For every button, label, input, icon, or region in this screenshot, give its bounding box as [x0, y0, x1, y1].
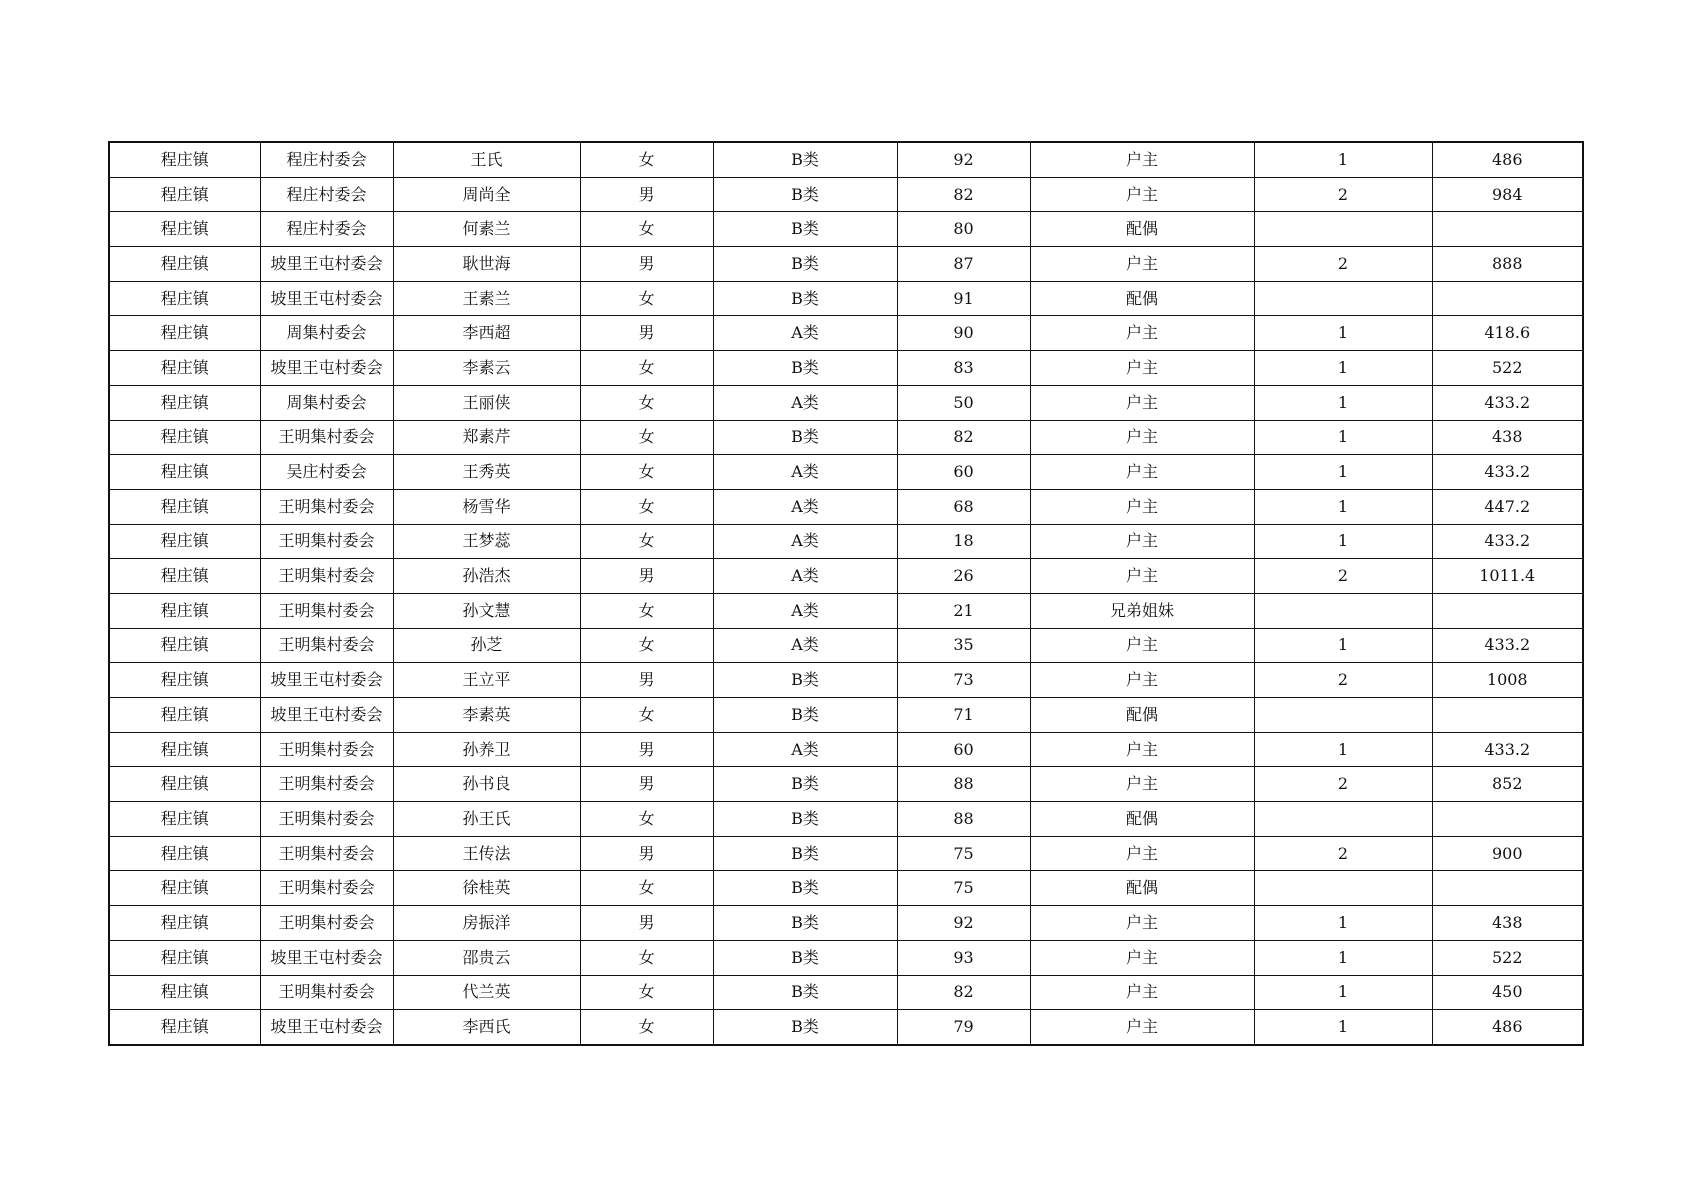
gender-cell: 女 — [580, 524, 713, 559]
village-committee-cell: 程庄村委会 — [260, 177, 393, 212]
name-cell: 房振洋 — [393, 906, 580, 941]
table-row — [109, 455, 1583, 490]
name-cell: 李西超 — [393, 316, 580, 351]
name-cell: 孙芝 — [393, 628, 580, 663]
gender-cell: 男 — [580, 316, 713, 351]
household-size-cell — [1254, 802, 1432, 837]
town-cell: 程庄镇 — [109, 385, 260, 420]
table-row — [109, 316, 1583, 351]
town-cell: 程庄镇 — [109, 802, 260, 837]
age-cell: 75 — [897, 871, 1030, 906]
category-cell: A类 — [713, 316, 897, 351]
name-cell: 王传法 — [393, 836, 580, 871]
gender-cell: 女 — [580, 281, 713, 316]
relationship-cell: 户主 — [1030, 628, 1254, 663]
age-cell: 35 — [897, 628, 1030, 663]
town-cell: 程庄镇 — [109, 455, 260, 490]
amount-cell — [1432, 212, 1583, 247]
table-row — [109, 732, 1583, 767]
category-cell: B类 — [713, 767, 897, 802]
household-size-cell: 2 — [1254, 559, 1432, 594]
table-row — [109, 247, 1583, 282]
relationship-cell: 户主 — [1030, 247, 1254, 282]
village-committee-cell: 王明集村委会 — [260, 489, 393, 524]
village-committee-cell: 王明集村委会 — [260, 906, 393, 941]
household-size-cell: 1 — [1254, 524, 1432, 559]
age-cell: 82 — [897, 177, 1030, 212]
relationship-cell: 户主 — [1030, 142, 1254, 177]
village-committee-cell: 王明集村委会 — [260, 593, 393, 628]
relationship-cell: 户主 — [1030, 836, 1254, 871]
table-row — [109, 871, 1583, 906]
household-size-cell: 1 — [1254, 628, 1432, 663]
amount-cell: 1011.4 — [1432, 559, 1583, 594]
amount-cell: 433.2 — [1432, 524, 1583, 559]
relationship-cell: 配偶 — [1030, 281, 1254, 316]
gender-cell: 男 — [580, 559, 713, 594]
household-size-cell: 1 — [1254, 455, 1432, 490]
household-size-cell — [1254, 698, 1432, 733]
age-cell: 26 — [897, 559, 1030, 594]
village-committee-cell: 王明集村委会 — [260, 975, 393, 1010]
gender-cell: 女 — [580, 975, 713, 1010]
relationship-cell: 配偶 — [1030, 212, 1254, 247]
town-cell: 程庄镇 — [109, 524, 260, 559]
category-cell: A类 — [713, 524, 897, 559]
age-cell: 90 — [897, 316, 1030, 351]
amount-cell: 438 — [1432, 906, 1583, 941]
relationship-cell: 配偶 — [1030, 871, 1254, 906]
age-cell: 83 — [897, 351, 1030, 386]
name-cell: 王秀英 — [393, 455, 580, 490]
gender-cell: 女 — [580, 802, 713, 837]
town-cell: 程庄镇 — [109, 142, 260, 177]
table-row — [109, 559, 1583, 594]
household-size-cell: 2 — [1254, 836, 1432, 871]
name-cell: 李西氏 — [393, 1010, 580, 1045]
village-committee-cell: 程庄村委会 — [260, 142, 393, 177]
age-cell: 92 — [897, 906, 1030, 941]
household-size-cell: 1 — [1254, 420, 1432, 455]
relationship-cell: 户主 — [1030, 559, 1254, 594]
town-cell: 程庄镇 — [109, 212, 260, 247]
table-row — [109, 906, 1583, 941]
table-row — [109, 385, 1583, 420]
age-cell: 21 — [897, 593, 1030, 628]
category-cell: A类 — [713, 732, 897, 767]
gender-cell: 女 — [580, 420, 713, 455]
town-cell: 程庄镇 — [109, 316, 260, 351]
town-cell: 程庄镇 — [109, 420, 260, 455]
age-cell: 91 — [897, 281, 1030, 316]
household-size-cell: 1 — [1254, 385, 1432, 420]
name-cell: 周尚全 — [393, 177, 580, 212]
table-row — [109, 420, 1583, 455]
category-cell: B类 — [713, 836, 897, 871]
name-cell: 王梦蕊 — [393, 524, 580, 559]
name-cell: 孙书良 — [393, 767, 580, 802]
amount-cell: 433.2 — [1432, 628, 1583, 663]
table-row — [109, 767, 1583, 802]
relationship-cell: 户主 — [1030, 385, 1254, 420]
gender-cell: 男 — [580, 663, 713, 698]
village-committee-cell: 坡里王屯村委会 — [260, 247, 393, 282]
amount-cell: 486 — [1432, 1010, 1583, 1045]
village-committee-cell: 王明集村委会 — [260, 767, 393, 802]
gender-cell: 男 — [580, 906, 713, 941]
category-cell: B类 — [713, 940, 897, 975]
village-committee-cell: 王明集村委会 — [260, 836, 393, 871]
amount-cell — [1432, 871, 1583, 906]
age-cell: 88 — [897, 767, 1030, 802]
table-row — [109, 940, 1583, 975]
household-size-cell: 1 — [1254, 489, 1432, 524]
village-committee-cell: 王明集村委会 — [260, 802, 393, 837]
age-cell: 18 — [897, 524, 1030, 559]
name-cell: 李素云 — [393, 351, 580, 386]
category-cell: B类 — [713, 975, 897, 1010]
amount-cell: 984 — [1432, 177, 1583, 212]
household-size-cell: 1 — [1254, 142, 1432, 177]
category-cell: B类 — [713, 351, 897, 386]
name-cell: 孙浩杰 — [393, 559, 580, 594]
gender-cell: 男 — [580, 836, 713, 871]
town-cell: 程庄镇 — [109, 351, 260, 386]
amount-cell — [1432, 281, 1583, 316]
amount-cell: 522 — [1432, 351, 1583, 386]
category-cell: B类 — [713, 906, 897, 941]
household-size-cell: 1 — [1254, 975, 1432, 1010]
village-committee-cell: 王明集村委会 — [260, 871, 393, 906]
amount-cell: 900 — [1432, 836, 1583, 871]
village-committee-cell: 吴庄村委会 — [260, 455, 393, 490]
category-cell: B类 — [713, 212, 897, 247]
category-cell: B类 — [713, 142, 897, 177]
village-committee-cell: 坡里王屯村委会 — [260, 1010, 393, 1045]
amount-cell: 450 — [1432, 975, 1583, 1010]
gender-cell: 男 — [580, 767, 713, 802]
category-cell: A类 — [713, 593, 897, 628]
relationship-cell: 户主 — [1030, 351, 1254, 386]
town-cell: 程庄镇 — [109, 906, 260, 941]
amount-cell: 486 — [1432, 142, 1583, 177]
town-cell: 程庄镇 — [109, 1010, 260, 1045]
town-cell: 程庄镇 — [109, 940, 260, 975]
age-cell: 80 — [897, 212, 1030, 247]
village-committee-cell: 坡里王屯村委会 — [260, 351, 393, 386]
age-cell: 68 — [897, 489, 1030, 524]
gender-cell: 女 — [580, 628, 713, 663]
relationship-cell: 兄弟姐妹 — [1030, 593, 1254, 628]
age-cell: 73 — [897, 663, 1030, 698]
age-cell: 60 — [897, 732, 1030, 767]
household-size-cell: 1 — [1254, 316, 1432, 351]
table-row — [109, 628, 1583, 663]
table-row — [109, 281, 1583, 316]
gender-cell: 女 — [580, 1010, 713, 1045]
category-cell: A类 — [713, 628, 897, 663]
category-cell: B类 — [713, 698, 897, 733]
category-cell: B类 — [713, 1010, 897, 1045]
name-cell: 孙文慧 — [393, 593, 580, 628]
amount-cell: 447.2 — [1432, 489, 1583, 524]
gender-cell: 女 — [580, 455, 713, 490]
household-size-cell: 1 — [1254, 351, 1432, 386]
village-committee-cell: 坡里王屯村委会 — [260, 281, 393, 316]
household-size-cell: 1 — [1254, 906, 1432, 941]
category-cell: B类 — [713, 281, 897, 316]
town-cell: 程庄镇 — [109, 975, 260, 1010]
name-cell: 何素兰 — [393, 212, 580, 247]
amount-cell: 438 — [1432, 420, 1583, 455]
relationship-cell: 户主 — [1030, 906, 1254, 941]
town-cell: 程庄镇 — [109, 593, 260, 628]
amount-cell: 888 — [1432, 247, 1583, 282]
age-cell: 79 — [897, 1010, 1030, 1045]
village-committee-cell: 程庄村委会 — [260, 212, 393, 247]
village-committee-cell: 坡里王屯村委会 — [260, 940, 393, 975]
town-cell: 程庄镇 — [109, 489, 260, 524]
town-cell: 程庄镇 — [109, 628, 260, 663]
category-cell: B类 — [713, 420, 897, 455]
town-cell: 程庄镇 — [109, 871, 260, 906]
amount-cell: 433.2 — [1432, 385, 1583, 420]
household-size-cell: 1 — [1254, 732, 1432, 767]
gender-cell: 女 — [580, 940, 713, 975]
age-cell: 50 — [897, 385, 1030, 420]
table-row — [109, 1010, 1583, 1045]
table-row — [109, 212, 1583, 247]
name-cell: 王立平 — [393, 663, 580, 698]
town-cell: 程庄镇 — [109, 281, 260, 316]
age-cell: 75 — [897, 836, 1030, 871]
relationship-cell: 户主 — [1030, 524, 1254, 559]
table-row — [109, 663, 1583, 698]
name-cell: 王丽侠 — [393, 385, 580, 420]
relationship-cell: 户主 — [1030, 455, 1254, 490]
village-committee-cell: 周集村委会 — [260, 385, 393, 420]
age-cell: 92 — [897, 142, 1030, 177]
relationship-cell: 户主 — [1030, 663, 1254, 698]
relationship-cell: 户主 — [1030, 316, 1254, 351]
category-cell: B类 — [713, 247, 897, 282]
age-cell: 71 — [897, 698, 1030, 733]
name-cell: 孙王氏 — [393, 802, 580, 837]
village-committee-cell: 王明集村委会 — [260, 628, 393, 663]
table-row — [109, 593, 1583, 628]
relationship-cell: 户主 — [1030, 767, 1254, 802]
gender-cell: 女 — [580, 142, 713, 177]
amount-cell: 522 — [1432, 940, 1583, 975]
relationship-cell: 户主 — [1030, 940, 1254, 975]
category-cell: A类 — [713, 489, 897, 524]
amount-cell — [1432, 593, 1583, 628]
name-cell: 郑素芹 — [393, 420, 580, 455]
household-size-cell: 1 — [1254, 1010, 1432, 1045]
name-cell: 王氏 — [393, 142, 580, 177]
village-committee-cell: 坡里王屯村委会 — [260, 698, 393, 733]
name-cell: 邵贵云 — [393, 940, 580, 975]
village-committee-cell: 王明集村委会 — [260, 559, 393, 594]
category-cell: A类 — [713, 385, 897, 420]
gender-cell: 女 — [580, 212, 713, 247]
relationship-cell: 户主 — [1030, 489, 1254, 524]
age-cell: 82 — [897, 975, 1030, 1010]
table-row — [109, 177, 1583, 212]
age-cell: 82 — [897, 420, 1030, 455]
village-committee-cell: 王明集村委会 — [260, 732, 393, 767]
town-cell: 程庄镇 — [109, 247, 260, 282]
relationship-cell: 户主 — [1030, 420, 1254, 455]
category-cell: A类 — [713, 559, 897, 594]
table-row — [109, 142, 1583, 177]
household-size-cell — [1254, 871, 1432, 906]
table-row — [109, 802, 1583, 837]
town-cell: 程庄镇 — [109, 836, 260, 871]
gender-cell: 女 — [580, 698, 713, 733]
category-cell: B类 — [713, 871, 897, 906]
relationship-cell: 户主 — [1030, 1010, 1254, 1045]
name-cell: 孙养卫 — [393, 732, 580, 767]
relationship-cell: 配偶 — [1030, 802, 1254, 837]
amount-cell: 1008 — [1432, 663, 1583, 698]
household-size-cell: 2 — [1254, 247, 1432, 282]
table-row — [109, 489, 1583, 524]
amount-cell: 852 — [1432, 767, 1583, 802]
town-cell: 程庄镇 — [109, 663, 260, 698]
town-cell: 程庄镇 — [109, 177, 260, 212]
household-size-cell: 2 — [1254, 663, 1432, 698]
amount-cell: 433.2 — [1432, 732, 1583, 767]
amount-cell: 433.2 — [1432, 455, 1583, 490]
roster-sheet — [108, 141, 1582, 1046]
table-row — [109, 351, 1583, 386]
household-size-cell — [1254, 281, 1432, 316]
village-committee-cell: 王明集村委会 — [260, 420, 393, 455]
amount-cell: 418.6 — [1432, 316, 1583, 351]
relationship-cell: 配偶 — [1030, 698, 1254, 733]
household-size-cell: 2 — [1254, 177, 1432, 212]
roster-table-body — [109, 142, 1583, 1045]
gender-cell: 男 — [580, 732, 713, 767]
amount-cell — [1432, 802, 1583, 837]
age-cell: 93 — [897, 940, 1030, 975]
household-size-cell — [1254, 212, 1432, 247]
gender-cell: 男 — [580, 177, 713, 212]
gender-cell: 女 — [580, 385, 713, 420]
name-cell: 李素英 — [393, 698, 580, 733]
town-cell: 程庄镇 — [109, 732, 260, 767]
name-cell: 代兰英 — [393, 975, 580, 1010]
category-cell: A类 — [713, 455, 897, 490]
name-cell: 王素兰 — [393, 281, 580, 316]
age-cell: 60 — [897, 455, 1030, 490]
table-row — [109, 975, 1583, 1010]
relationship-cell: 户主 — [1030, 177, 1254, 212]
village-committee-cell: 王明集村委会 — [260, 524, 393, 559]
age-cell: 87 — [897, 247, 1030, 282]
town-cell: 程庄镇 — [109, 767, 260, 802]
town-cell: 程庄镇 — [109, 698, 260, 733]
gender-cell: 女 — [580, 351, 713, 386]
town-cell: 程庄镇 — [109, 559, 260, 594]
name-cell: 耿世海 — [393, 247, 580, 282]
village-committee-cell: 坡里王屯村委会 — [260, 663, 393, 698]
amount-cell — [1432, 698, 1583, 733]
household-size-cell: 1 — [1254, 940, 1432, 975]
age-cell: 88 — [897, 802, 1030, 837]
name-cell: 徐桂英 — [393, 871, 580, 906]
gender-cell: 女 — [580, 593, 713, 628]
category-cell: B类 — [713, 802, 897, 837]
household-size-cell — [1254, 593, 1432, 628]
table-row — [109, 836, 1583, 871]
category-cell: B类 — [713, 663, 897, 698]
table-row — [109, 524, 1583, 559]
table-row — [109, 698, 1583, 733]
roster-table — [108, 141, 1584, 1046]
gender-cell: 女 — [580, 871, 713, 906]
gender-cell: 女 — [580, 489, 713, 524]
gender-cell: 男 — [580, 247, 713, 282]
village-committee-cell: 周集村委会 — [260, 316, 393, 351]
category-cell: B类 — [713, 177, 897, 212]
name-cell: 杨雪华 — [393, 489, 580, 524]
relationship-cell: 户主 — [1030, 732, 1254, 767]
household-size-cell: 2 — [1254, 767, 1432, 802]
relationship-cell: 户主 — [1030, 975, 1254, 1010]
